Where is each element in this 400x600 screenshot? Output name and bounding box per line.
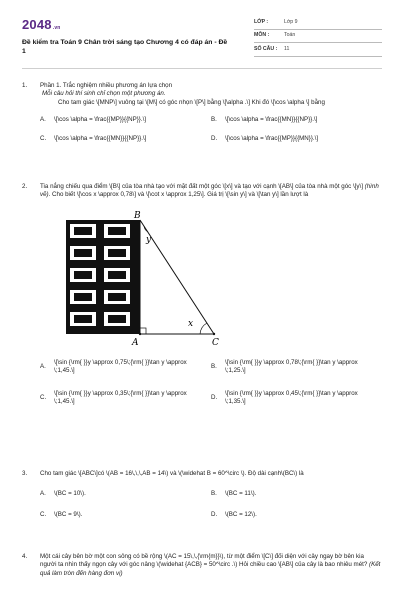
header bbox=[22, 14, 382, 62]
option-d[interactable] bbox=[211, 390, 382, 407]
meta-value: Toán bbox=[284, 32, 296, 39]
question-stem: Cho tam giác \[ABC\]có \(AB = 16\,\,\,AB = 14\) và \(\widehat B = 60^\circ \). Độ dài cạnh\(BC\) là bbox=[40, 470, 304, 477]
right-angle-mark bbox=[140, 328, 146, 334]
option-a[interactable] bbox=[40, 490, 211, 498]
angle-x-arc bbox=[200, 323, 207, 334]
meta-key: SỐ CÂU : bbox=[254, 45, 278, 52]
option-text: \[\cos \alpha = \frac{{MN}}{{NP}}.\] bbox=[225, 116, 318, 124]
page-title: Đề kiểm tra Toán 9 Chân trời sáng tạo Chương 4 có đáp án - Đề 1 bbox=[22, 39, 228, 56]
option-label: C. bbox=[40, 135, 47, 143]
meta-key: LỚP : bbox=[254, 18, 269, 25]
question-number: 3. bbox=[22, 470, 28, 477]
question-2 bbox=[22, 183, 382, 415]
stem-rounding-note: (Kết quả làm tròn đến hàng đơn vị) bbox=[40, 561, 381, 577]
option-d[interactable] bbox=[211, 135, 382, 143]
option-text: \[\sin {\rm{ }}y \approx 0,75\;{\rm{ }}\tan y \approx \;1,45.\] bbox=[54, 359, 187, 375]
stem-text: . Cho biết \[\cos x \approx 0,78\] và \[\cot x \approx 1,25\]. Giá trị \[\sin y\] và \[\tan y\] lần lượt là bbox=[48, 191, 309, 199]
question-stem bbox=[40, 553, 382, 578]
header-divider bbox=[22, 68, 382, 69]
question-1 bbox=[22, 82, 382, 152]
label-x: x bbox=[188, 318, 194, 329]
option-label: C. bbox=[40, 393, 47, 401]
option-text: \[\sin {\rm{ }}y \approx 0,35\;{\rm{ }}\tan y \approx \;1,45.\] bbox=[54, 389, 187, 406]
question-4 bbox=[22, 553, 382, 578]
meta-row-count bbox=[254, 43, 382, 57]
stem-figure-note: (hình vẽ) bbox=[40, 183, 379, 199]
meta-table bbox=[254, 16, 382, 57]
option-d[interactable] bbox=[211, 511, 382, 519]
option-label: A. bbox=[40, 116, 46, 124]
stem-text: Một cái cây bên bờ một con sông có bề rộng \(AC = 15\,\,{\rm{m}}\), từ một điểm \[C\] đối diện với cây ngay bờ bên kia người ta nhìn thấy ngọn cây với góc nâng \(\widehat {ACB} = 50^\circ .\) Hỏi chiều cao \[AB\] của cây là bao nhiêu mét? bbox=[40, 553, 370, 569]
options bbox=[40, 359, 382, 406]
meta-row-subject bbox=[254, 30, 382, 44]
label-b: B bbox=[134, 210, 141, 221]
option-text: \(BC = 9\). bbox=[54, 510, 83, 518]
question-stem bbox=[40, 183, 382, 200]
option-label: D. bbox=[211, 393, 218, 401]
logo-text: 2048 bbox=[22, 17, 52, 32]
meta-row-class bbox=[254, 16, 382, 30]
option-label: B. bbox=[211, 490, 217, 498]
option-label: A. bbox=[40, 490, 46, 498]
options bbox=[40, 116, 382, 144]
option-label: D. bbox=[211, 510, 218, 518]
option-text: \[\sin {\rm{ }}y \approx 0,45\;{\rm{ }}\tan y \approx \;1,35.\] bbox=[225, 389, 358, 406]
option-text: \[\sin {\rm{ }}y \approx 0,78\;{\rm{ }}\tan y \approx \;1,25.\] bbox=[225, 359, 358, 375]
option-text: \(BC = 10\). bbox=[54, 490, 86, 498]
side-bc bbox=[140, 220, 214, 334]
part-title: Phần 1. Trắc nghiệm nhiều phương án lựa chọn bbox=[40, 82, 173, 89]
question-number: 4. bbox=[22, 553, 28, 560]
meta-value: 11 bbox=[284, 45, 290, 52]
meta-key: MÔN : bbox=[254, 32, 270, 39]
label-a: A bbox=[132, 337, 139, 348]
option-label: B. bbox=[211, 116, 217, 124]
option-b[interactable] bbox=[211, 490, 382, 498]
option-c[interactable] bbox=[40, 135, 211, 143]
logo-suffix: .vn bbox=[52, 25, 61, 31]
building-figure bbox=[64, 208, 234, 348]
option-a[interactable] bbox=[40, 116, 211, 124]
option-label: D. bbox=[211, 135, 218, 143]
option-label: B. bbox=[211, 363, 217, 371]
label-c: C bbox=[212, 337, 219, 348]
option-b[interactable] bbox=[211, 116, 382, 124]
question-stem: Cho tam giác \[MNP\] vuông tại \[M\] có góc nhọn \[P\] bằng \[\alpha .\] Khi đó \[\cos \alpha \] bằng bbox=[58, 98, 325, 106]
option-text: \[\cos \alpha = \frac{{MP}}{{MN}}.\] bbox=[225, 135, 319, 143]
stem-text: Tia nắng chiếu qua điểm \[B\] của tòa nhà tạo với mặt đất một góc \[x\] và tạo với cạnh \[AB\] của tòa nhà một góc \[y\] bbox=[40, 183, 365, 190]
option-label: A. bbox=[40, 363, 46, 371]
meta-value: Lớp 9 bbox=[284, 18, 298, 25]
label-y: y bbox=[146, 234, 152, 245]
part-note: Mỗi câu hỏi thí sinh chỉ chọn một phương án. bbox=[42, 90, 166, 98]
option-text: \[\cos \alpha = \frac{{MN}}{{NP}}.\] bbox=[54, 135, 147, 143]
option-c[interactable] bbox=[40, 511, 211, 519]
question-3 bbox=[22, 470, 382, 527]
question-number: 2. bbox=[22, 183, 28, 190]
site-logo[interactable] bbox=[22, 16, 61, 34]
option-text: \[\cos \alpha = \frac{{MP}}{{NP}}.\] bbox=[54, 116, 147, 124]
option-text: \(BC = 12\). bbox=[225, 510, 257, 518]
option-text: \(BC = 11\). bbox=[225, 490, 257, 498]
option-a[interactable] bbox=[40, 359, 211, 376]
options bbox=[40, 490, 382, 519]
option-c[interactable] bbox=[40, 390, 211, 407]
option-label: C. bbox=[40, 510, 47, 518]
option-b[interactable] bbox=[211, 359, 382, 376]
question-number: 1. bbox=[22, 82, 28, 89]
